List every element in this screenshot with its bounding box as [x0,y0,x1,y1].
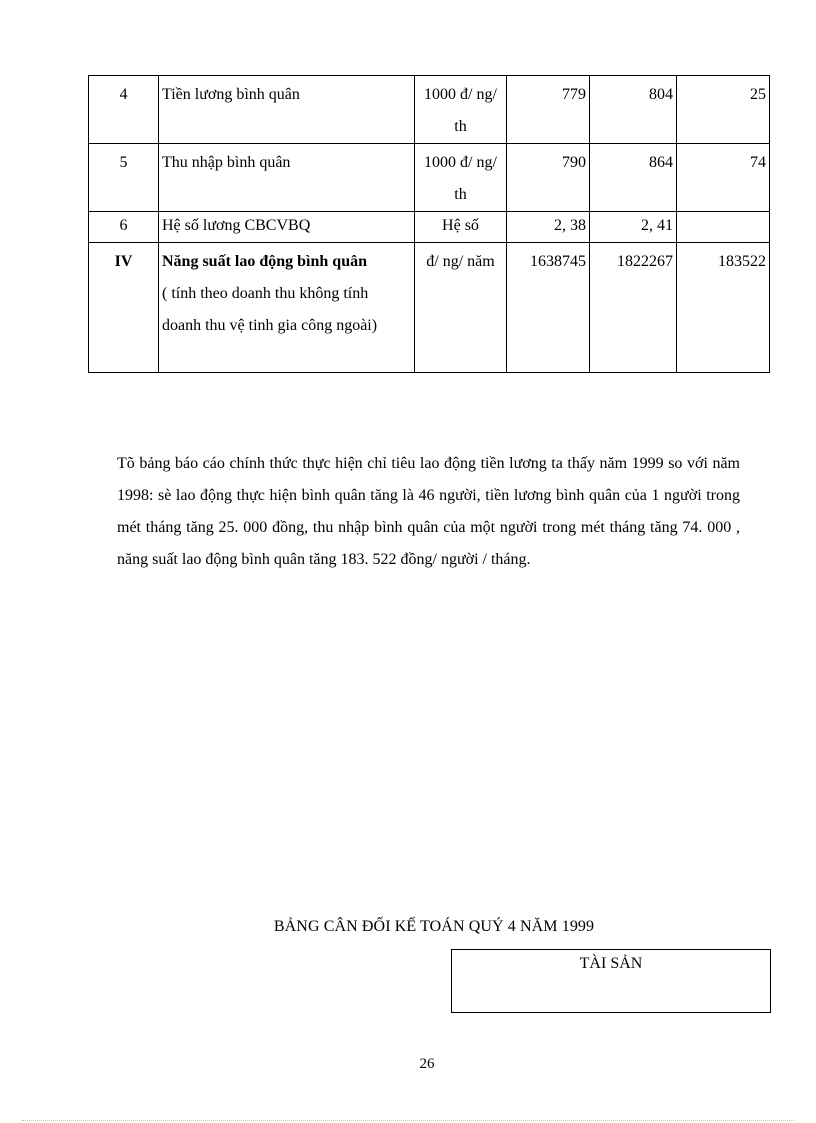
row-number: 5 [89,144,159,212]
unit-cell: Hệ số [415,212,507,243]
balance-sheet-title: BẢNG CÂN ĐỐI KẾ TOÁN QUÝ 4 NĂM 1999 [273,918,595,935]
labor-wage-table [88,75,770,373]
indicator-name: Hệ số lương CBCVBQ [159,212,415,243]
table-row [89,243,770,373]
value-1999: 804 [590,76,677,144]
difference-value: 183522 [677,243,770,373]
unit-cell: đ/ ng/ năm [415,243,507,373]
value-1998: 1638745 [507,243,590,373]
value-1998: 2, 38 [507,212,590,243]
indicator-name: Năng suất lao động bình quân [162,253,367,270]
table-row [89,212,770,243]
indicator-name-cell [159,243,415,373]
footer-divider [22,1120,794,1121]
row-number: 4 [89,76,159,144]
table-row [89,144,770,212]
indicator-note: ( tính theo doanh thu không tính doanh thu vệ tinh gia công ngoài) [162,285,378,334]
difference-value: 25 [677,76,770,144]
asset-header-box [451,949,771,1013]
value-1999: 1822267 [590,243,677,373]
table-row [89,76,770,144]
value-1998: 779 [507,76,590,144]
row-number: 6 [89,212,159,243]
difference-value: 74 [677,144,770,212]
page-number: 26 [419,1056,435,1072]
value-1999: 2, 41 [590,212,677,243]
unit-cell: 1000 đ/ ng/ th [415,76,507,144]
difference-value [677,212,770,243]
asset-header-label: TÀI SẢN [579,955,643,972]
unit-cell: 1000 đ/ ng/ th [415,144,507,212]
row-number: IV [89,243,159,373]
analysis-paragraph: Tõ bảng báo cáo chính thức thực hiện chỉ tiêu lao động tiền lương ta thấy năm 1999 so với năm 1998: sè lao động thực hiện bình quân tăng là 46 người, tiền lương bình quân của 1 người trong mét tháng tăng 25. 000 đồng, thu nhập bình quân của một người trong mét tháng tăng 74. 000 , năng suất lao động bình quân tăng 183. 522 đồng/ người / tháng. [117,455,740,568]
indicator-name: Tiền lương bình quân [159,76,415,144]
value-1998: 790 [507,144,590,212]
indicator-name: Thu nhập bình quân [159,144,415,212]
value-1999: 864 [590,144,677,212]
